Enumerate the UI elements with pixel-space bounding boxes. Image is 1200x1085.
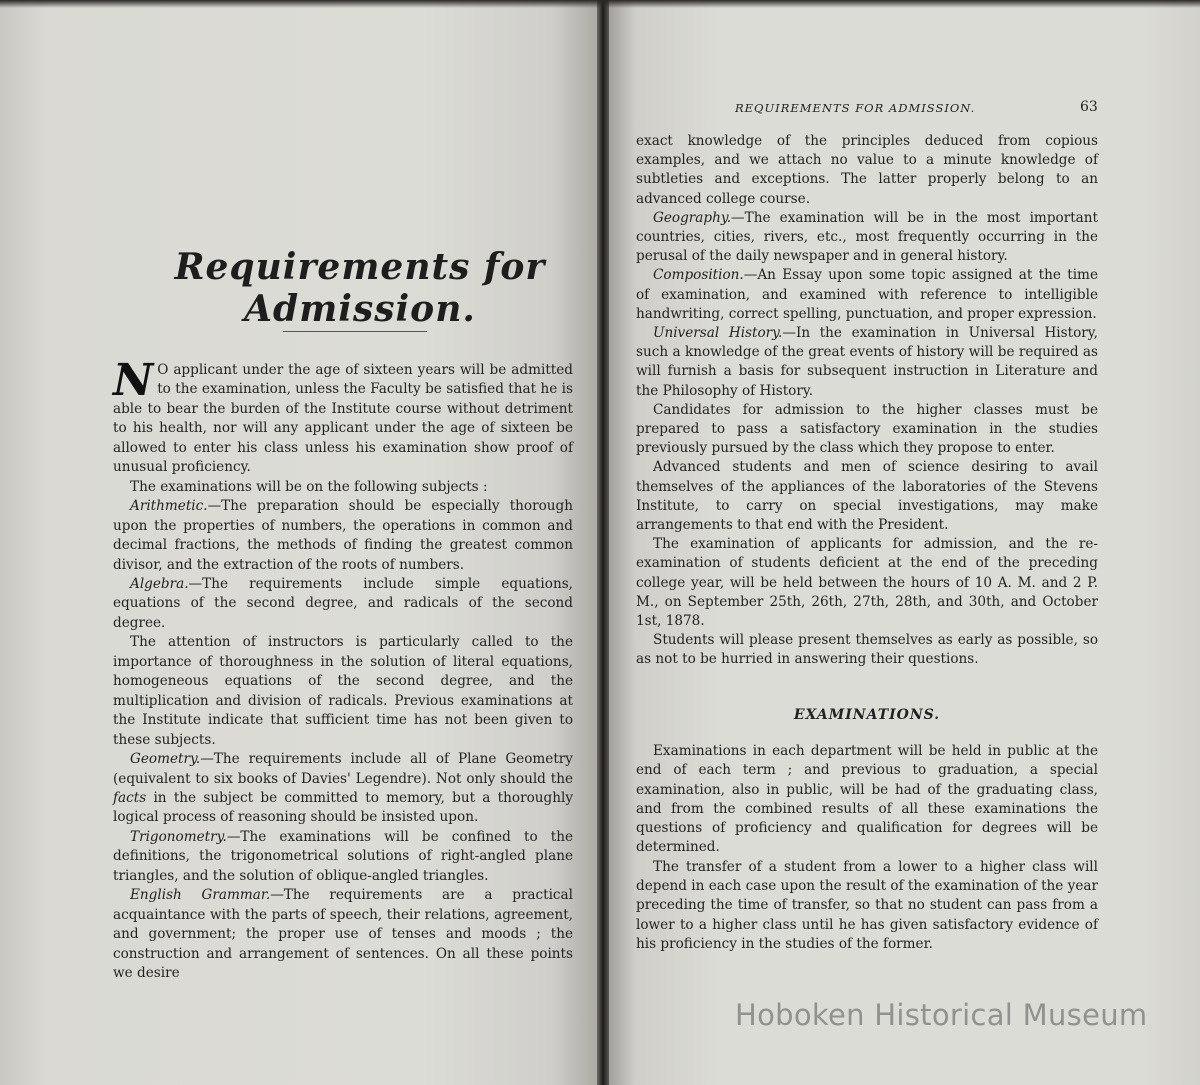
page-number: 63 [1080,99,1098,115]
trigonometry-label: Trigonometry. [130,828,227,845]
higher-classes-paragraph: Candidates for admission to the higher classes must be prepared to pass a satisfactory examination in the studies previously pursued by the class which they propose to enter. [636,401,1098,457]
arithmetic-paragraph: Arithmetic.—The preparation should be especially thorough upon the properties of numbers, the operations in common and decimal fractions, the methods of finding the greatest common divisor, and the extraction of the roots of numbers. [113,498,573,573]
composition-label: Composition. [653,267,744,284]
continued-paragraph: exact knowledge of the principles deduced from copious examples, and we attach no value to a minute knowledge of subtleties and exceptions. The latter properly belong to an advanced college course. [636,133,1098,207]
running-head: REQUIREMENTS FOR ADMISSION. [735,101,976,115]
composition-paragraph: Composition.—An Essay upon some topic assigned at the time of examination, and examined with reference to intelligible handwriting, correct spelling, punctuation, and proper expression. [636,267,1098,322]
advanced-students-paragraph: Advanced students and men of science desiring to avail themselves of the appliances of the laboratories of the Stevens Institute, to carry on special investigations, may make arrangements to that end with the President. [636,459,1098,534]
present-early-paragraph: Students will please present themselves as early as possible, so as not to be hurried in answering their questions. [636,632,1098,668]
section-heading: EXAMINATIONS. [793,707,941,723]
examinations-section-body [636,742,1098,954]
grammar-label: English Grammar. [130,887,271,904]
subjects-intro: The examinations will be on the following subjects : [130,478,488,495]
history-label: Universal History. [653,325,783,342]
museum-watermark: Hoboken Historical Museum [735,998,1148,1032]
algebra-label: Algebra. [130,575,189,592]
algebra-paragraph: Algebra.—The requirements include simple equations, equations of the second degree, and radicals of the second degree. [113,575,573,631]
page-title: Requirements for Admission. [174,246,546,330]
geography-label: Geography. [653,209,732,226]
book-gutter [597,0,609,1085]
page-top-edge-shadow [0,0,1200,8]
right-page-body [636,132,1098,670]
drop-cap: N [113,355,154,406]
trigonometry-paragraph: Trigonometry.—The examinations will be confined to the definitions, the trigonometrical solutions of right-angled plane triangles, and the solution of oblique-angled triangles. [113,828,573,884]
examinations-paragraph: Examinations in each department will be held in public at the end of each term ; and previous to graduation, a special examination, also in public, will be had of the graduating class, and from the combined results of all these examinations the questions of proficiency and qualification for degrees will be determined. [636,743,1098,856]
transfer-paragraph: The transfer of a student from a lower to a higher class will depend in each case upon the result of the examination of the year preceding the time of transfer, so that no student can pass from a lower to a higher class until he has given satisfactory evidence of his proficiency in the studies of the former. [636,858,1098,952]
arithmetic-label: Arithmetic. [130,498,208,515]
history-paragraph: Universal History.—In the examination in Universal History, such a knowledge of the great events of history will be required as will furnish a basis for subsequent instruction in Literature and the Philosophy of History. [636,325,1098,399]
title-divider [283,331,427,332]
geography-paragraph: Geography.—The examination will be in the most important countries, cities, rivers, etc., most frequently occurring in the perusal of the daily newspaper and in general history. [636,209,1098,265]
examination-dates-paragraph: The examination of applicants for admission, and the re-examination of students deficient at the end of the preceding college year, will be held between the hours of 10 A. M. and 2 P. M., on September 25th, 26th, 27th, 28th, and 30th, and October 1st, 1878. [636,536,1098,630]
left-page-body [113,355,573,984]
grammar-paragraph: English Grammar.—The requirements are a practical acquaintance with the parts of speech, their relations, agreement, and government; the proper use of tenses and moods ; the construction and arrangement of sentences. On all these points we desire [113,887,573,982]
attention-paragraph: The attention of instructors is particularly called to the importance of thoroughness in the solution of literal equations, homogeneous equations of the second degree, and the multiplication and division of radicals. Previous examinations at the Institute indicate that sufficient time has not been given to these subjects. [113,634,573,748]
intro-paragraph: N O applicant under the age of sixteen years will be admitted to the examination, unless the Faculty be satisfied that he is able to bear the burden of the Institute course without detriment to his health, nor will any applicant under the age of sixteen be allowed to enter his class unless his examination show proof of unusual proficiency. [113,355,573,476]
geometry-paragraph: Geometry.—The requirements include all of Plane Geometry (equivalent to six books of Davies' Legendre). Not only should the facts in the subject be committed to memory, but a thoroughly logical process of reasoning should be insisted upon. [113,751,573,826]
geometry-label: Geometry. [130,751,201,768]
